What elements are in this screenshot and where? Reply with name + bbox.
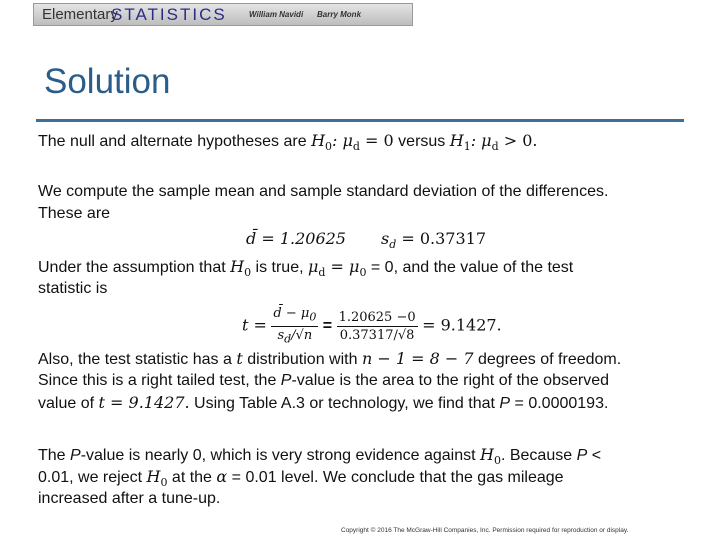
- assumption-text-b: is true,: [255, 259, 304, 276]
- p-symbol: P: [499, 395, 511, 412]
- conclusion-p: P: [70, 447, 81, 464]
- mu-sub: d: [318, 266, 326, 280]
- frac2-numerator: 1.20625 −0: [338, 309, 416, 325]
- conclusion-text-a: The: [38, 447, 66, 464]
- pvalue-p: P: [280, 372, 292, 389]
- conclusion-text-c: . Because: [500, 447, 573, 464]
- degrees-of-freedom: n − 1 = 8 − 7: [361, 349, 474, 368]
- distribution-text-a: Also, the test statistic has a: [38, 351, 232, 368]
- statistic-is-line: statistic is: [38, 280, 108, 297]
- slide-title: Solution: [44, 62, 171, 101]
- right-tailed-line: [38, 370, 609, 392]
- p-value: = 0.0000193.: [510, 395, 609, 412]
- value-of-text: value of: [38, 395, 95, 412]
- distribution-line: [38, 348, 621, 371]
- sd-sub: d: [389, 238, 397, 252]
- right-tailed-text-b: -value is the area to the right of the observed: [291, 372, 609, 389]
- conclusion-h0: H: [480, 445, 494, 464]
- h1-symbol: H: [449, 131, 464, 150]
- sd-equation: [381, 229, 486, 251]
- reject-text-a: 0.01, we reject: [38, 469, 143, 486]
- h1-value: > 0.: [498, 131, 538, 150]
- distribution-text-b: distribution with: [247, 351, 358, 368]
- distribution-text-c: degrees of freedom.: [477, 351, 622, 368]
- table-text: Using Table A.3 or technology, we find that: [194, 395, 495, 412]
- banner-elementary: Elementary: [42, 6, 118, 23]
- frac1-num-sub: 0: [309, 310, 317, 324]
- sd-symbol: s: [381, 229, 390, 248]
- compute-line-2: These are: [38, 205, 111, 222]
- conclusion-text-d: <: [587, 447, 602, 464]
- p-value-result-line: [38, 392, 608, 415]
- mu-d-sub-2: d: [491, 140, 499, 154]
- test-statistic-result: = 9.1427.: [422, 315, 502, 335]
- versus-text: versus: [398, 133, 446, 150]
- distribution-t: t: [236, 349, 243, 368]
- banner-author-2: Barry Monk: [317, 10, 362, 19]
- mu-symbol: μ: [308, 257, 319, 276]
- reject-text-c: = 0.01 level. We conclude that the gas mileage: [227, 469, 564, 486]
- sd-value: = 0.37317: [396, 229, 487, 248]
- h0-relation: : μ: [332, 131, 353, 150]
- copyright-notice: Copyright © 2016 The McGraw-Hill Companies, Inc. Permission required for reproduction or display.: [341, 527, 629, 534]
- numeric-fraction: [337, 309, 418, 344]
- mu0-sub: 0: [359, 266, 367, 280]
- hypotheses-text: The null and alternate hypotheses are: [38, 133, 307, 150]
- equals-sign: =: [322, 317, 333, 335]
- reject-h0: H: [146, 467, 161, 486]
- conclusion-h0-sub: 0: [493, 454, 501, 468]
- book-banner: [33, 3, 413, 26]
- test-statistic-equation: [242, 305, 502, 347]
- h0-sub: 0: [325, 140, 333, 154]
- reject-h0-sub: 0: [160, 476, 168, 490]
- h0-symbol: H: [311, 131, 326, 150]
- h1-relation: : μ: [470, 131, 492, 150]
- frac1-den-sub: d: [284, 332, 292, 346]
- reject-text-b: at the: [171, 469, 212, 486]
- assumption-h0: H: [230, 257, 245, 276]
- assumption-text-c: = 0, and the value of the test: [366, 259, 574, 276]
- assumption-line: [38, 256, 573, 284]
- banner-author-1: William Navidi: [249, 10, 304, 19]
- hypotheses-line: [38, 130, 537, 158]
- assumption-text-a: Under the assumption that: [38, 259, 226, 276]
- t-symbol: t =: [242, 315, 267, 335]
- conclusion-line-3: increased after a tune-up.: [38, 490, 221, 507]
- t-value: t = 9.1427.: [98, 393, 190, 412]
- conclusion-p-2: P: [576, 447, 588, 464]
- symbolic-fraction: [271, 305, 318, 347]
- assumption-h0-sub: 0: [244, 266, 252, 280]
- frac1-den-tail: /√n: [291, 327, 313, 343]
- h0-value: = 0: [359, 131, 394, 150]
- dbar-equation: [246, 229, 346, 249]
- alpha-symbol: α: [216, 467, 228, 486]
- h1-sub: 1: [463, 140, 471, 154]
- compute-line-1: We compute the sample mean and sample standard deviation of the differences.: [38, 183, 609, 200]
- banner-statistics: STATISTICS: [111, 5, 227, 24]
- conclusion-text-b: -value is nearly 0, which is very strong evidence against: [80, 447, 476, 464]
- title-divider: [36, 119, 684, 122]
- frac1-numerator: d̄ − μ: [273, 306, 310, 321]
- frac1-denominator: s: [277, 327, 285, 343]
- frac2-denominator: 0.37317/√8: [339, 327, 415, 343]
- mu-d-sub: d: [352, 140, 360, 154]
- dbar-value: d̄ = 1.20625: [246, 229, 346, 248]
- mu0-symbol: = μ: [325, 257, 360, 276]
- right-tailed-text-a: Since this is a right tailed test, the: [38, 372, 277, 389]
